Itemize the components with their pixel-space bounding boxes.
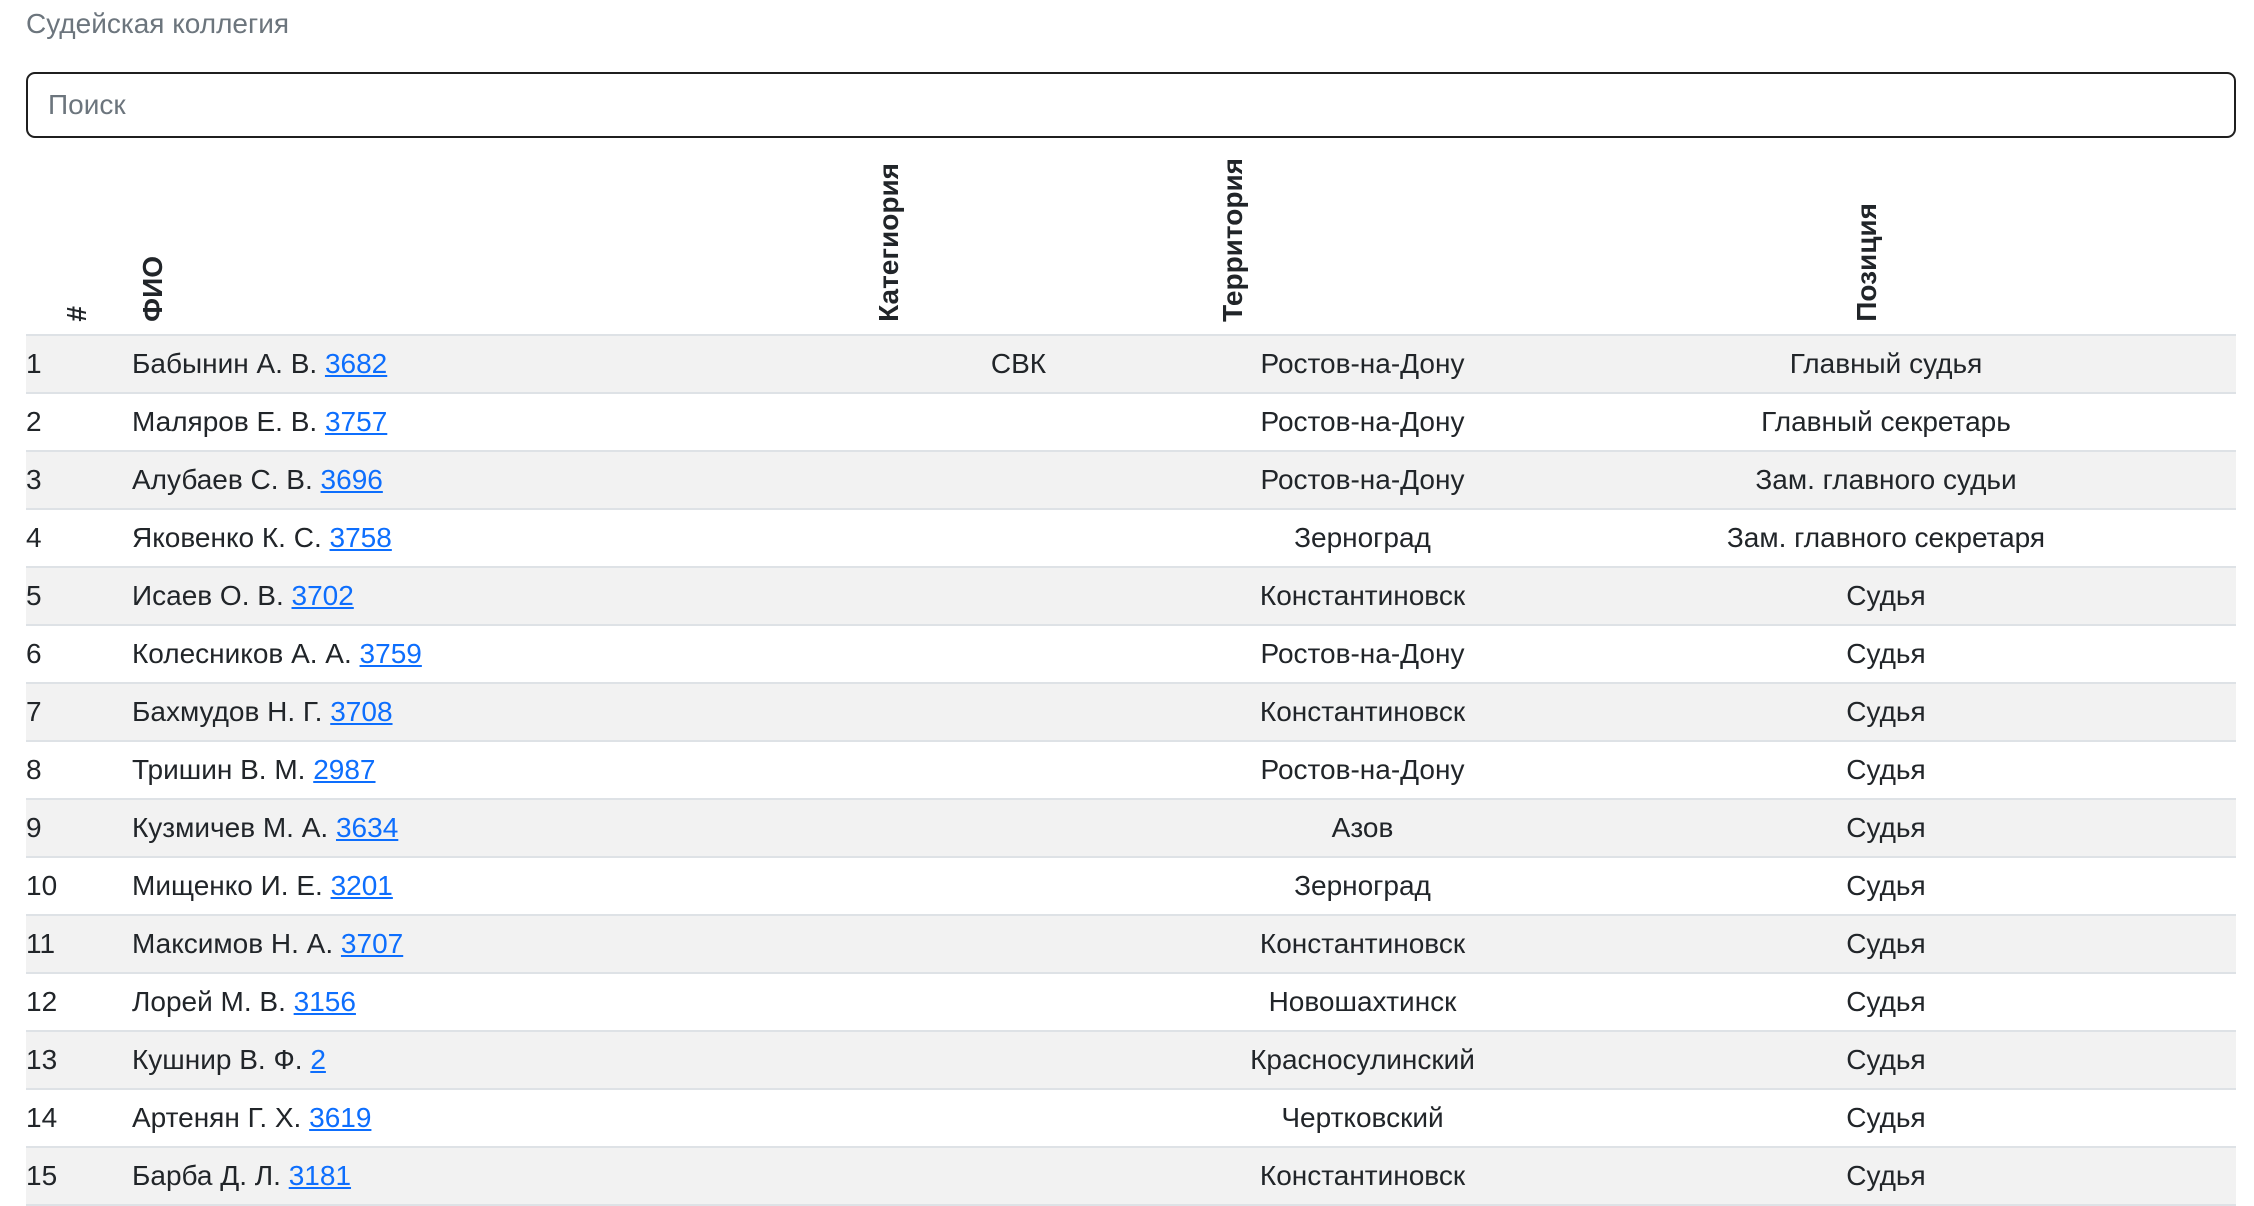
judge-name-cell xyxy=(132,857,848,915)
territory-cell: Красносулинский xyxy=(1189,1031,1536,1089)
territory-cell: Константиновск xyxy=(1189,1147,1536,1205)
search-input[interactable] xyxy=(28,74,2234,136)
category-cell xyxy=(848,741,1189,799)
judge-name-cell xyxy=(132,335,848,393)
position-cell: Судья xyxy=(1536,915,2236,973)
row-number: 13 xyxy=(26,1031,132,1089)
table-row xyxy=(26,915,2236,973)
category-cell xyxy=(848,915,1189,973)
judge-id-link[interactable]: 3707 xyxy=(340,928,404,959)
judge-name-cell xyxy=(132,567,848,625)
judge-name: Бабынин А. В. xyxy=(132,348,318,379)
category-cell xyxy=(848,973,1189,1031)
table-row xyxy=(26,1089,2236,1147)
judge-id-link[interactable]: 3708 xyxy=(330,696,393,727)
row-number: 12 xyxy=(26,973,132,1031)
judges-table xyxy=(26,140,2236,1206)
position-cell: Судья xyxy=(1536,1031,2236,1089)
judge-id-link[interactable]: 3696 xyxy=(320,464,383,495)
category-cell xyxy=(848,857,1189,915)
territory-cell: Ростов-на-Дону xyxy=(1189,451,1536,509)
table-row xyxy=(26,683,2236,741)
category-cell xyxy=(848,451,1189,509)
territory-cell: Азов xyxy=(1189,799,1536,857)
row-number: 3 xyxy=(26,451,132,509)
table-row xyxy=(26,741,2236,799)
judge-name-cell xyxy=(132,1031,848,1089)
territory-cell: Ростов-на-Дону xyxy=(1189,625,1536,683)
territory-cell: Зерноград xyxy=(1189,857,1536,915)
table-row xyxy=(26,1147,2236,1205)
category-cell xyxy=(848,799,1189,857)
table-body xyxy=(26,335,2236,1205)
header-row xyxy=(26,140,2236,335)
position-cell: Зам. главного секретаря xyxy=(1536,509,2236,567)
table-row xyxy=(26,799,2236,857)
row-number: 15 xyxy=(26,1147,132,1205)
judge-id-link[interactable]: 3757 xyxy=(324,406,388,437)
judge-name-cell xyxy=(132,509,848,567)
category-cell xyxy=(848,683,1189,741)
position-cell: Судья xyxy=(1536,799,2236,857)
table-row xyxy=(26,973,2236,1031)
position-cell: Судья xyxy=(1536,857,2236,915)
table-row xyxy=(26,335,2236,393)
judge-id-link[interactable]: 3702 xyxy=(291,580,354,611)
column-header-territory[interactable]: Территория xyxy=(1217,158,1248,322)
position-cell: Судья xyxy=(1536,1147,2236,1205)
position-cell: Судья xyxy=(1536,683,2236,741)
judge-name: Мищенко И. Е. xyxy=(132,870,323,901)
territory-cell: Константиновск xyxy=(1189,683,1536,741)
page-title: Судейская коллегия xyxy=(26,8,290,39)
judge-id-link[interactable]: 2987 xyxy=(313,754,376,785)
judge-name: Артенян Г. Х. xyxy=(132,1102,302,1133)
row-number: 14 xyxy=(26,1089,132,1147)
judge-name: Лорей М. В. xyxy=(132,986,286,1017)
judge-id-link[interactable]: 3682 xyxy=(324,348,388,379)
position-cell: Главный судья xyxy=(1536,335,2236,393)
header-cell xyxy=(26,140,2236,335)
judge-name: Колесников А. А. xyxy=(132,638,352,669)
column-header-position[interactable]: Позиция xyxy=(1851,203,1882,322)
position-cell: Судья xyxy=(1536,741,2236,799)
judge-name: Исаев О. В. xyxy=(132,580,284,611)
judge-name-cell xyxy=(132,1089,848,1147)
row-number: 1 xyxy=(26,335,132,393)
row-number: 7 xyxy=(26,683,132,741)
judge-name: Кузмичев М. А. xyxy=(132,812,329,843)
judge-name-cell xyxy=(132,741,848,799)
judge-name-cell xyxy=(132,451,848,509)
territory-cell: Константиновск xyxy=(1189,567,1536,625)
judge-name-cell xyxy=(132,683,848,741)
row-number: 8 xyxy=(26,741,132,799)
judge-name: Маляров Е. В. xyxy=(132,406,318,437)
judge-name: Барба Д. Л. xyxy=(132,1160,281,1191)
category-cell xyxy=(848,1147,1189,1205)
row-number: 5 xyxy=(26,567,132,625)
category-cell xyxy=(848,1031,1189,1089)
territory-cell: Ростов-на-Дону xyxy=(1189,393,1536,451)
position-cell: Судья xyxy=(1536,567,2236,625)
judge-name-cell xyxy=(132,973,848,1031)
category-cell xyxy=(848,567,1189,625)
judge-name: Алубаев С. В. xyxy=(132,464,313,495)
judge-name-cell xyxy=(132,799,848,857)
position-cell: Судья xyxy=(1536,973,2236,1031)
column-header-name[interactable]: ФИО xyxy=(137,256,168,322)
position-cell: Судья xyxy=(1536,625,2236,683)
row-number: 2 xyxy=(26,393,132,451)
category-cell xyxy=(848,509,1189,567)
judge-id-link[interactable]: 2 xyxy=(310,1044,326,1075)
judge-id-link[interactable]: 3181 xyxy=(288,1160,352,1191)
judge-id-link[interactable]: 3201 xyxy=(330,870,393,901)
table-row xyxy=(26,451,2236,509)
judge-name-cell xyxy=(132,915,848,973)
judge-name: Максимов Н. А. xyxy=(132,928,334,959)
table-row xyxy=(26,857,2236,915)
column-header-number[interactable]: # xyxy=(61,306,92,322)
judge-name-cell xyxy=(132,1147,848,1205)
row-number: 10 xyxy=(26,857,132,915)
judge-name: Кушнир В. Ф. xyxy=(132,1044,303,1075)
category-cell xyxy=(848,393,1189,451)
row-number: 9 xyxy=(26,799,132,857)
table-row xyxy=(26,1031,2236,1089)
territory-cell: Зерноград xyxy=(1189,509,1536,567)
search-box[interactable] xyxy=(26,72,2236,138)
territory-cell: Новошахтинск xyxy=(1189,973,1536,1031)
territory-cell: Ростов-на-Дону xyxy=(1189,335,1536,393)
position-cell: Зам. главного судьи xyxy=(1536,451,2236,509)
territory-cell: Константиновск xyxy=(1189,915,1536,973)
row-number: 6 xyxy=(26,625,132,683)
table-row xyxy=(26,625,2236,683)
judge-id-link[interactable]: 3634 xyxy=(335,812,399,843)
judge-id-link[interactable]: 3759 xyxy=(359,638,422,669)
territory-cell: Чертковский xyxy=(1189,1089,1536,1147)
category-cell xyxy=(848,1089,1189,1147)
table-row xyxy=(26,509,2236,567)
column-header-category[interactable]: Категиория xyxy=(873,163,904,322)
category-cell xyxy=(848,625,1189,683)
judge-name: Яковенко К. С. xyxy=(132,522,322,553)
table-row xyxy=(26,567,2236,625)
territory-cell: Ростов-на-Дону xyxy=(1189,741,1536,799)
position-cell: Главный секретарь xyxy=(1536,393,2236,451)
judge-name: Тришин В. М. xyxy=(132,754,306,785)
judge-id-link[interactable]: 3619 xyxy=(309,1102,372,1133)
judge-name: Бахмудов Н. Г. xyxy=(132,696,323,727)
table-header xyxy=(26,140,2236,335)
position-cell: Судья xyxy=(1536,1089,2236,1147)
row-number: 4 xyxy=(26,509,132,567)
judge-id-link[interactable]: 3156 xyxy=(293,986,356,1017)
row-number: 11 xyxy=(26,915,132,973)
table-row xyxy=(26,393,2236,451)
judge-name-cell xyxy=(132,393,848,451)
judge-name-cell xyxy=(132,625,848,683)
category-cell: СВК xyxy=(848,335,1189,393)
judge-id-link[interactable]: 3758 xyxy=(329,522,392,553)
